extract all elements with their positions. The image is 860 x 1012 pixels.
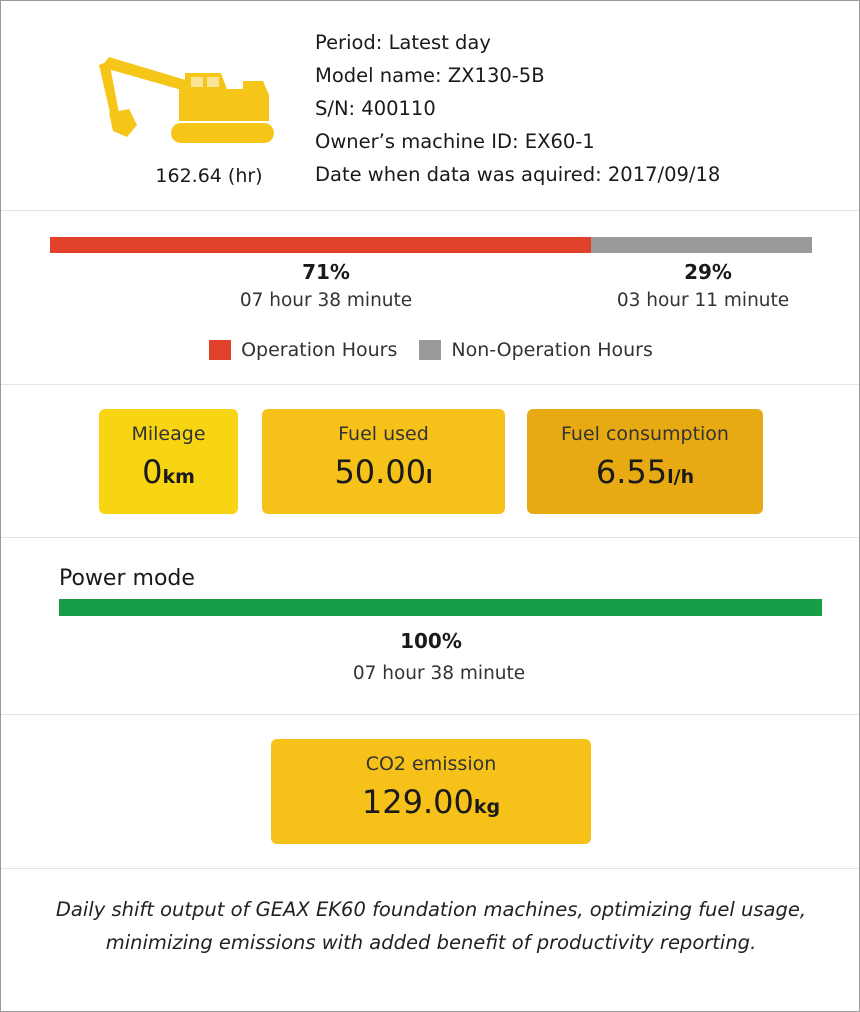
power-mode-bar xyxy=(59,599,822,616)
fuel-consumption-tile xyxy=(527,409,763,514)
power-mode-title: Power mode xyxy=(59,566,195,591)
co2-number: 129.00 xyxy=(361,783,474,821)
mileage-tile xyxy=(99,409,238,514)
period-text: Period: Latest day xyxy=(315,31,491,54)
machine-info xyxy=(315,28,720,193)
operation-segment xyxy=(50,237,591,253)
machine-hours: 162.64 (hr) xyxy=(155,165,263,187)
excavator-icon xyxy=(93,47,278,145)
mileage-value xyxy=(99,453,238,491)
footer-description: Daily shift output of GEAX EK60 foundation machines, optimizing fuel usage, minimizing emissions with added benefit of productivity reporting. xyxy=(55,898,807,954)
co2-unit: kg xyxy=(473,796,501,818)
legend-operation xyxy=(209,339,397,361)
data-date-text: Date when data was aquired: 2017/09/18 xyxy=(315,163,721,186)
divider xyxy=(1,537,859,538)
non-operation-percent: 29% xyxy=(684,260,732,284)
operation-swatch xyxy=(209,340,231,360)
fuel-consumption-unit: l/h xyxy=(667,466,695,488)
legend xyxy=(1,339,860,361)
legend-non-operation xyxy=(419,339,653,361)
divider xyxy=(1,868,859,869)
fuel-used-label: Fuel used xyxy=(338,423,429,445)
operation-hours-bar xyxy=(50,237,812,253)
non-operation-duration: 03 hour 11 minute xyxy=(616,290,790,311)
fuel-consumption-value xyxy=(527,453,763,491)
serial-number-text: S/N: 400110 xyxy=(315,97,436,120)
divider xyxy=(1,714,859,715)
mileage-number: 0 xyxy=(142,453,163,491)
operation-duration: 07 hour 38 minute xyxy=(239,290,413,311)
operation-percent: 71% xyxy=(302,260,350,284)
legend-operation-label: Operation Hours xyxy=(241,339,398,361)
fuel-used-tile xyxy=(262,409,505,514)
fuel-used-value xyxy=(262,453,505,491)
mileage-unit: km xyxy=(162,466,195,488)
divider xyxy=(1,384,859,385)
power-mode-percent: 100% xyxy=(400,629,462,653)
fuel-consumption-label: Fuel consumption xyxy=(561,423,729,445)
co2-emission-tile xyxy=(271,739,591,844)
fuel-used-number: 50.00 xyxy=(334,453,427,491)
co2-label: CO2 emission xyxy=(365,753,497,775)
fuel-consumption-number: 6.55 xyxy=(595,453,668,491)
power-mode-duration: 07 hour 38 minute xyxy=(352,663,526,684)
divider xyxy=(1,210,859,211)
model-name-text: Model name: ZX130-5B xyxy=(315,64,545,87)
co2-value xyxy=(271,783,591,821)
legend-non-operation-label: Non-Operation Hours xyxy=(451,339,653,361)
non-operation-segment xyxy=(591,237,812,253)
owner-machine-id-text: Owner’s machine ID: EX60-1 xyxy=(315,130,595,153)
fuel-used-unit: l xyxy=(426,466,433,488)
mileage-label: Mileage xyxy=(131,423,206,445)
non-operation-swatch xyxy=(419,340,441,360)
